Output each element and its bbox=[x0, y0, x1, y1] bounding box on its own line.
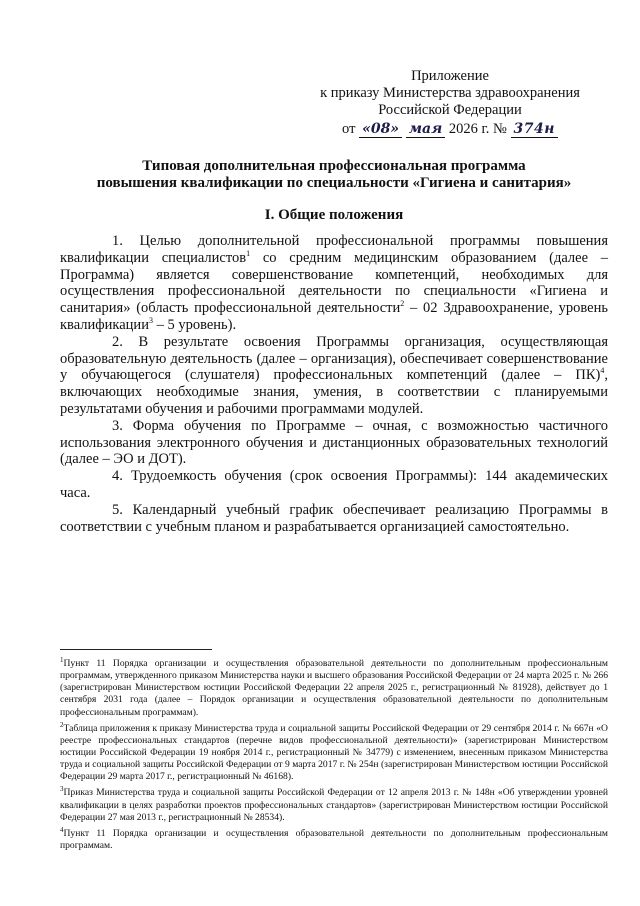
appendix-order-ref: к приказу Министерства здравоохранения bbox=[320, 85, 580, 101]
paragraph-3: 3. Форма обучения по Программе – очная, с возможностью частичного использования электронного обучения и дистанционных образовательных технологий (далее – ЭО и ДОТ). bbox=[60, 417, 608, 468]
footnote-separator bbox=[60, 649, 212, 650]
footnote-3 bbox=[60, 783, 608, 823]
date-prefix: от bbox=[342, 121, 356, 137]
paragraph-2 bbox=[60, 334, 608, 418]
handwritten-day: «08» bbox=[359, 121, 402, 138]
paragraph-1-part-a: 1. Целью дополнительной профессиональной программы повышения квалификации специалистов bbox=[60, 233, 608, 266]
paragraph-1 bbox=[60, 233, 608, 334]
footnote-3-mark: 3 bbox=[60, 785, 64, 794]
paragraph-2-part-a: 2. В результате освоения Программы организация, осуществляющая образовательную деятельность (далее – организация), обеспечивает совершенствование у обучающегося (слушателя) профессиональных компетенций (далее – ПК) bbox=[60, 333, 608, 384]
footnote-ref-4: 4 bbox=[600, 366, 605, 376]
appendix-ministry: Российской Федерации bbox=[378, 102, 522, 118]
footnote-2 bbox=[60, 719, 608, 784]
footnote-4 bbox=[60, 824, 608, 852]
paragraph-1-part-b: со средним медицинским образованием (далее – Программа) является совершенствование компетенций, необходимых для осуществления профессиональной деятельности по специальности «Гигиена и санитария» (область профессиональной деятельности bbox=[60, 249, 609, 317]
footnote-4-mark: 4 bbox=[60, 825, 64, 834]
document-title bbox=[60, 158, 608, 192]
appendix-block bbox=[300, 68, 600, 138]
footnote-ref-1: 1 bbox=[246, 248, 251, 258]
footnote-2-mark: 2 bbox=[60, 720, 64, 729]
paragraph-4: 4. Трудоемкость обучения (срок освоения Программы): 144 академических часа. bbox=[60, 468, 608, 501]
appendix-date-line bbox=[300, 121, 600, 138]
footnote-1 bbox=[60, 654, 608, 719]
footnote-ref-3: 3 bbox=[148, 316, 153, 326]
title-line-1: Типовая дополнительная профессиональная программа bbox=[142, 158, 526, 174]
footnotes bbox=[60, 654, 608, 852]
footnote-4-text: Пункт 11 Порядка организации и осуществления образовательной деятельности по дополнительным профессиональным программам. bbox=[60, 827, 608, 852]
footnote-2-text: Таблица приложения к приказу Министерства труда и социальной защиты Российской Федерации от 29 сентября 2014 г. № 667н «О реестре профессиональных стандартов (перечне видов профессиональной деятельности)» (зарегистрирован Министерством юстиции Российской Федерации 19 ноября 2014 г., регистрационный № 34779) с изменением, внесенным приказом Министерства труда и социальной защиты Российской Федерации от 9 марта 2017 г. № 254н (зарегистрирован Министерством юстиции Российской Федерации 29 марта 2017 г., регистрационный № 46168). bbox=[60, 722, 608, 783]
footnote-3-text: Приказ Министерства труда и социальной защиты Российской Федерации от 12 апреля 2013 г. № 148н «Об утверждении уровней квалификации в целях разработки проектов профессиональных стандартов» (зарегистрирован Министерством юстиции Российской Федерации 27 мая 2013 г., регистрационный № 28534). bbox=[60, 787, 608, 823]
footnote-1-text: Пункт 11 Порядка организации и осуществления образовательной деятельности по дополнительным профессиональным программам, утвержденного приказом Министерства науки и высшего образования Российской Федерации от 24 марта 2025 г. № 266 (зарегистрирован Министерством юстиции Российской Федерации 22 апреля 2025 г., регистрационный № 81928), действует до 1 сентября 2031 года (далее – Порядок организации и осуществления образовательной деятельности по дополнительным профессиональным программам). bbox=[60, 658, 608, 718]
handwritten-month: мая bbox=[406, 121, 446, 138]
footnote-ref-2: 2 bbox=[400, 299, 405, 309]
date-year: 2026 г. № bbox=[448, 121, 507, 137]
handwritten-order-number: 374н bbox=[511, 121, 558, 138]
section-heading: I. Общие положения bbox=[264, 207, 404, 223]
paragraph-1-part-c: – 02 Здравоохранение, уровень квалификации bbox=[60, 300, 608, 333]
paragraph-1-part-d: – 5 уровень). bbox=[152, 316, 237, 333]
paragraph-5: 5. Календарный учебный график обеспечивает реализацию Программы в соответствии с учебным планом и разрабатывается организацией самостоятельно. bbox=[60, 501, 608, 535]
paragraph-2-part-b: , включающих необходимые знания, умения, в соответствии с планируемыми результатами обучения и рабочими программами модулей. bbox=[60, 367, 608, 417]
footnote-1-mark: 1 bbox=[60, 656, 64, 664]
title-line-2: повышения квалификации по специальности «Гигиена и санитария» bbox=[96, 175, 572, 191]
appendix-label: Приложение bbox=[411, 68, 489, 84]
body-text bbox=[60, 233, 608, 535]
